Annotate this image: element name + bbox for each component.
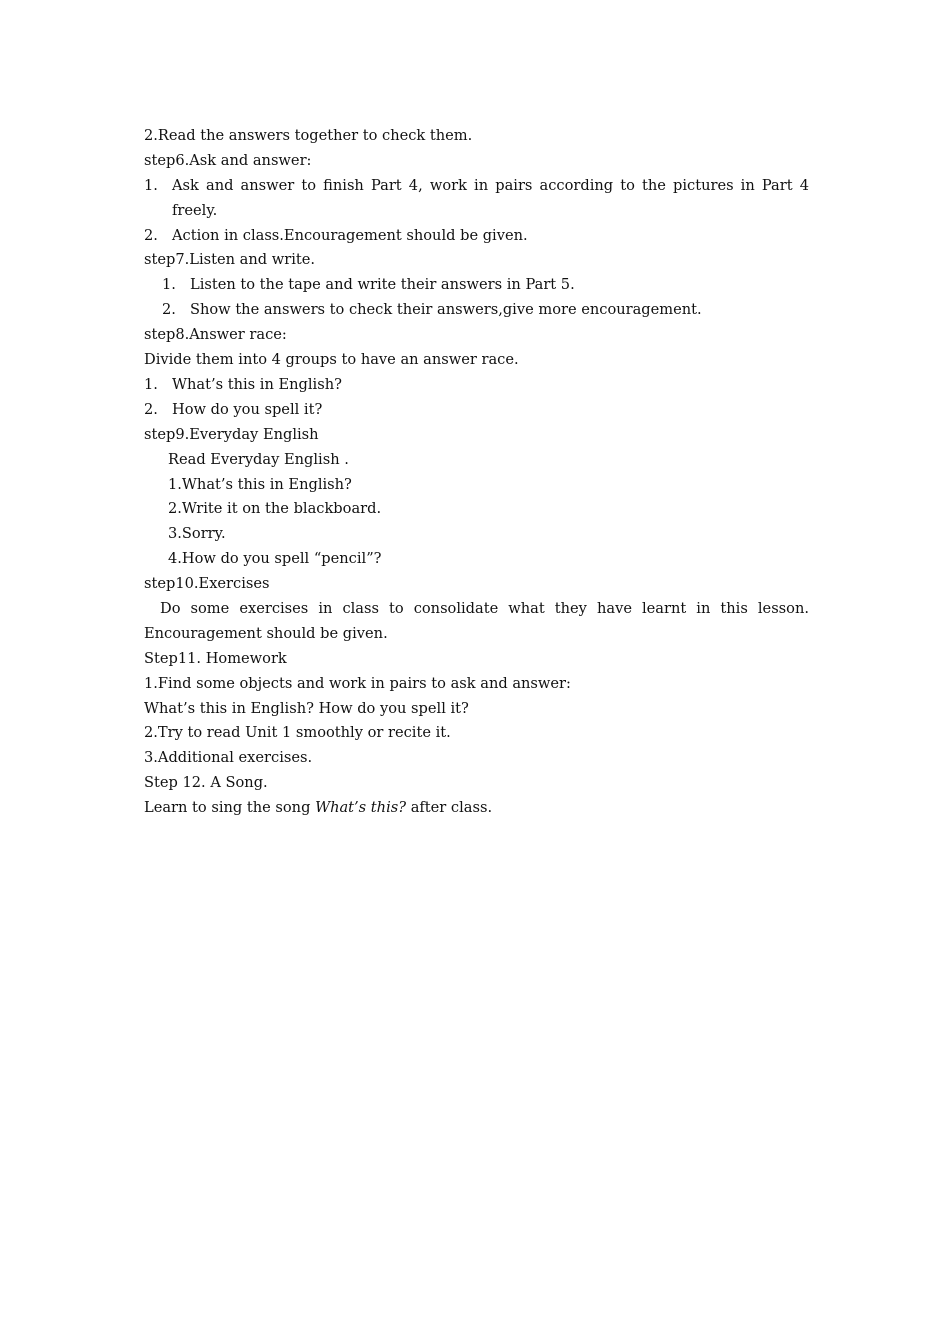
step8-heading: step8.Answer race: [144,326,287,344]
step12-text-start: Learn to sing the song [144,799,316,817]
item-text: Action in class.Encouragement should be given. [172,226,528,244]
item-number: 2. [144,226,158,244]
step11-item-2: 2.Try to read Unit 1 smoothly or recite it. [144,724,451,742]
step9-heading: step9.Everyday English [144,425,319,443]
step6-heading: step6.Ask and answer: [144,151,312,169]
step10-paragraph: Do some exercises in class to consolidate what they have learnt in this lesson. Encouragement should be given. [144,599,809,642]
item-number: 2. [144,400,158,418]
step7-item-2 [144,298,809,323]
item-text: What’s this in English? [172,375,342,393]
step9-item-4: 4.How do you spell “pencil”? [168,550,382,568]
step8-item-1 [144,373,809,398]
step6-item-2 [144,224,809,249]
item-number: 1. [162,276,176,294]
song-title: What’s this? [315,799,407,817]
step8-instruction: Divide them into 4 groups to have an answer race. [144,351,519,369]
step11-item-1-questions: What’s this in English? How do you spell it? [144,699,469,717]
item-number: 1. [144,176,158,194]
lesson-plan-text [144,124,809,821]
step11-item-1: 1.Find some objects and work in pairs to ask and answer: [144,674,571,692]
step10-heading: step10.Exercises [144,575,270,593]
step7-heading: step7.Listen and write. [144,251,315,269]
item-number: 1. [144,375,158,393]
step12-heading: Step 12. A Song. [144,774,268,792]
item-text: Ask and answer to finish Part 4, work in pairs according to the pictures in Part 4 freely. [172,176,809,219]
step7-item-1 [144,273,809,298]
step9-item-1: 1.What’s this in English? [168,475,352,493]
step12-text [144,796,809,821]
item-text: Listen to the tape and write their answers in Part 5. [190,276,575,294]
item-text: Show the answers to check their answers,give more encouragement. [190,301,702,319]
step8-item-2 [144,398,809,423]
step5-item-2: 2.Read the answers together to check them. [144,127,473,144]
step9-item-2: 2.Write it on the blackboard. [168,500,382,518]
step11-item-3: 3.Additional exercises. [144,749,313,767]
item-text: How do you spell it? [172,400,323,418]
step11-heading: Step11. Homework [144,649,287,667]
step6-item-1 [144,174,809,224]
step12-text-end: after class. [406,799,493,817]
item-number: 2. [162,301,176,319]
step9-instruction: Read Everyday English . [168,450,349,468]
step9-item-3: 3.Sorry. [168,525,226,543]
